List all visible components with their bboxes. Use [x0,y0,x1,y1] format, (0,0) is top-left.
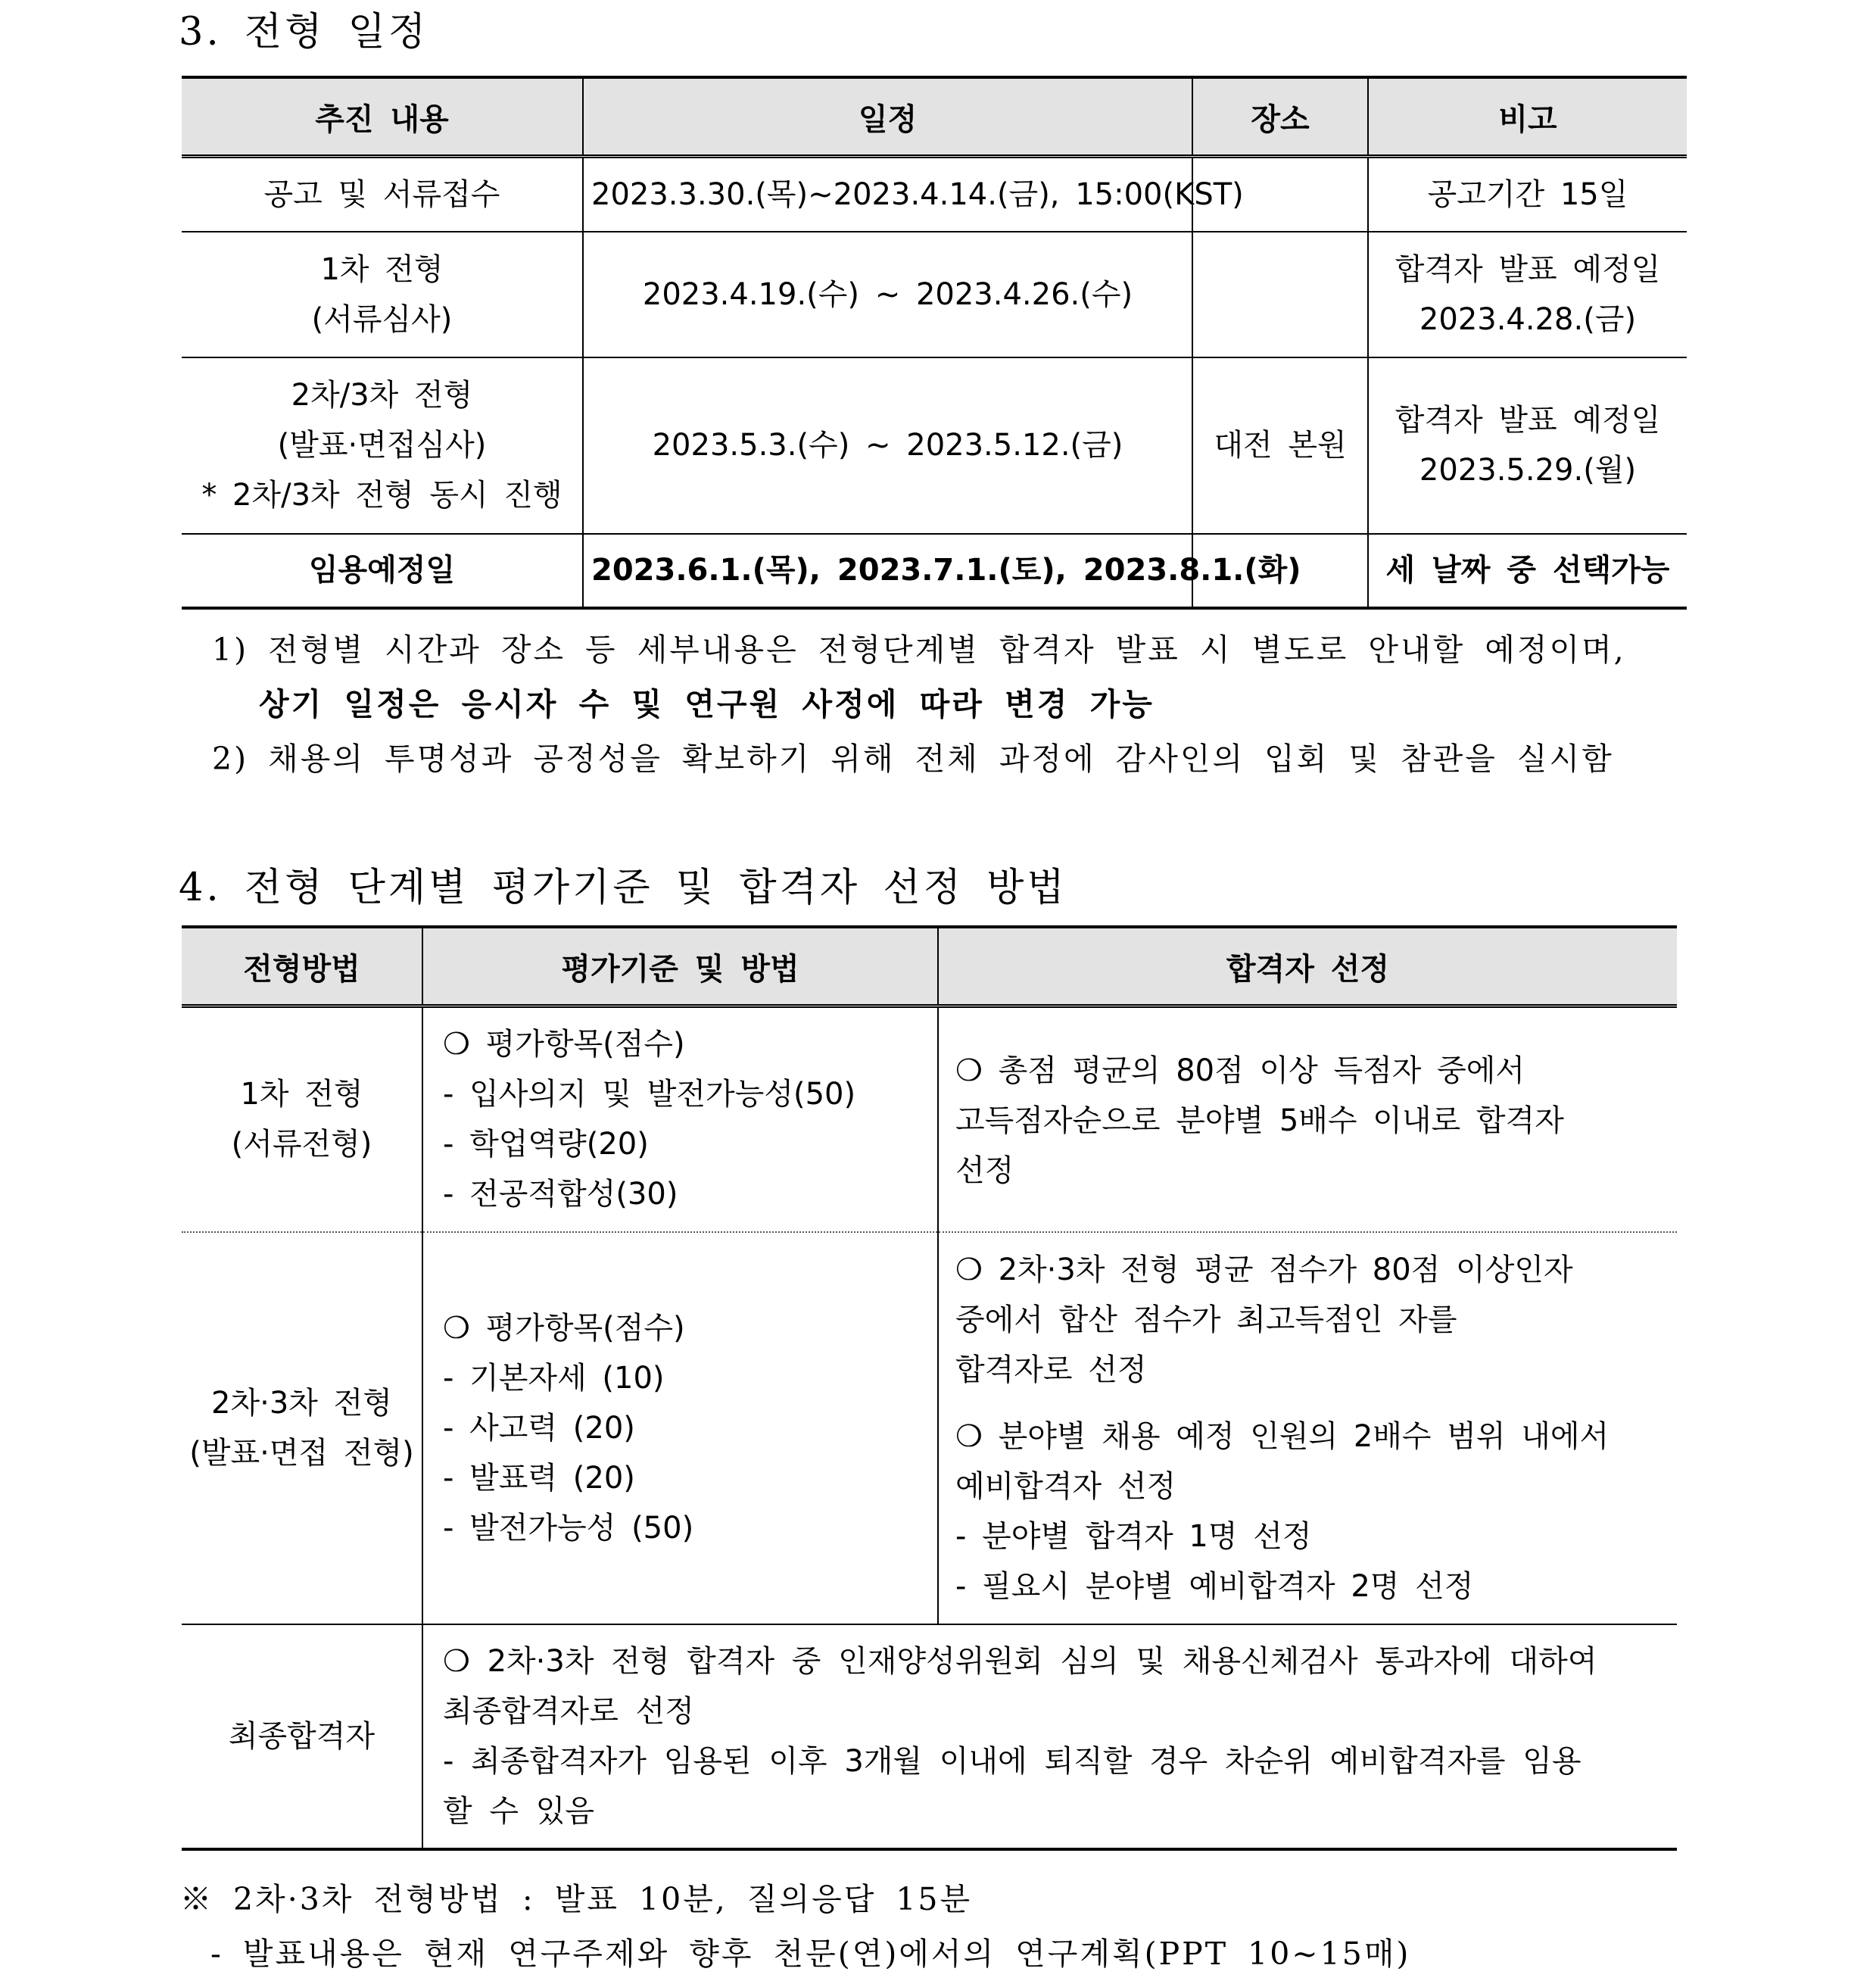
evaluation-table-header [182,927,1677,1006]
evaluation-table [182,925,1677,1851]
col-header-content: 추진 내용 [182,77,583,157]
col-header-place: 장소 [1192,77,1368,157]
final-detail-cell: ❍ 2차·3차 전형 합격자 중 인재양성위원회 심의 및 채용신체검사 통과자에 대하여 최종합격자로 선정 - 최종합격자가 임용된 이후 3개월 이내에 퇴직할 경우 차순위 예비합격자를 임용 할 수 있음 [443,1643,1597,1829]
table-row [182,232,1687,357]
criteria-cell: ❍ 평가항목(점수) - 입사의지 및 발전가능성(50) - 학업역량(20) - 전공적합성(30) [422,1006,938,1232]
note-cell: 세 날짜 중 선택가능 [1385,553,1670,588]
table-row [182,1624,1677,1849]
place-cell: 대전 본원 [1192,357,1368,534]
schedule-table [182,76,1687,610]
col-header-criteria: 평가기준 및 방법 [422,927,938,1006]
content-cell: 1차 전형 (서류심사) [182,232,583,357]
table-row [182,534,1687,608]
selection-cell: ❍ 2차·3차 전형 평균 점수가 80점 이상인자 중에서 합산 점수가 최고득점인 자를 합격자로 선정 ❍ 분야별 채용 예정 인원의 2배수 범위 내에서 예비합격자 선정 - 분야별 합격자 1명 선정 - 필요시 분야별 예비합격자 2명 선정 [955,1252,1610,1604]
schedule-cell: 2023.6.1.(목), 2023.7.1.(토), 2023.8.1.(화) [583,534,1192,608]
table-row [182,1232,1677,1624]
note-cell: 공고기간 15일 [1427,176,1628,212]
note-1-line-1: 1) 전형별 시간과 장소 등 세부내용은 전형단계별 합격자 발표 시 별도로 안내할 예정이며, [212,632,1626,668]
schedule-table-header [182,77,1687,157]
note-cell: 합격자 발표 예정일 2023.4.28.(금) [1395,251,1661,337]
note-presentation: - 발표내용은 현재 연구주제와 향후 천문(연)에서의 연구계획(PPT 10∼15매) [210,1936,1411,1972]
note-method: ※ 2차·3차 전형방법 : 발표 10분, 질의응답 15분 [180,1881,973,1917]
schedule-notes [212,622,1626,786]
section4-heading: 4. 전형 단계별 평가기준 및 합격자 선정 방법 [179,866,1067,910]
note-cell: 합격자 발표 예정일 2023.5.29.(월) [1395,403,1661,488]
col-header-schedule: 일정 [583,77,1192,157]
evaluation-notes [180,1872,1410,1981]
table-row [182,357,1687,534]
schedule-cell: 2023.3.30.(목)~2023.4.14.(금), 15:00(KST) [583,157,1192,232]
table-row [182,1006,1677,1232]
note-1-line-2: 상기 일정은 응시자 수 및 연구원 사정에 따라 변경 가능 [259,686,1155,722]
section3-heading: 3. 전형 일정 [179,10,429,55]
selection-cell: ❍ 총점 평균의 80점 이상 득점자 중에서 고득점자순으로 분야별 5배수 이내로 합격자 선정 [955,1053,1564,1188]
content-cell: 공고 및 서류접수 [182,157,583,232]
method-cell: 1차 전형 (서류전형) [182,1006,422,1232]
method-cell: 2차·3차 전형 (발표·면접 전형) [182,1232,422,1624]
schedule-cell: 2023.4.19.(수) ~ 2023.4.26.(수) [583,232,1192,357]
place-cell [1192,232,1368,357]
method-cell: 최종합격자 [182,1624,422,1849]
table-row [182,157,1687,232]
criteria-cell: ❍ 평가항목(점수) - 기본자세 (10) - 사고력 (20) - 발표력 (20) - 발전가능성 (50) [422,1232,938,1624]
content-cell: 임용예정일 [182,534,583,608]
col-header-note: 비고 [1368,77,1687,157]
schedule-cell: 2023.5.3.(수) ~ 2023.5.12.(금) [583,357,1192,534]
note-2: 2) 채용의 투명성과 공정성을 확보하기 위해 전체 과정에 감사인의 입회 및 참관을 실시함 [212,741,1614,777]
col-header-selection: 합격자 선정 [938,927,1677,1006]
col-header-method: 전형방법 [182,927,422,1006]
content-cell: 2차/3차 전형 (발표·면접심사) * 2차/3차 전형 동시 진행 [182,357,583,534]
